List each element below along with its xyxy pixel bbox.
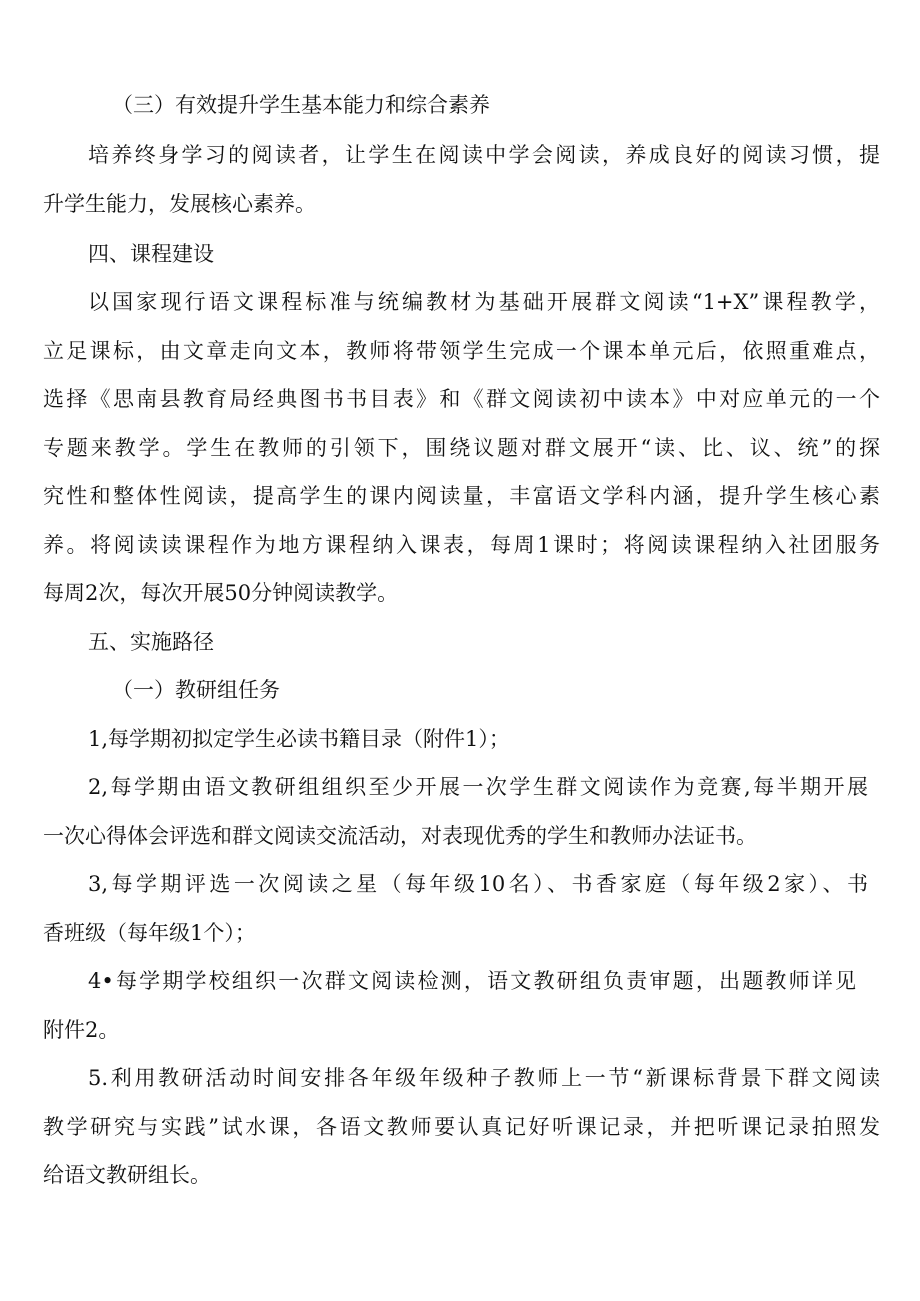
section3-heading: （三）有效提升学生基本能力和综合素养 (112, 93, 490, 117)
item4-line1: 4•每学期学校组织一次群文阅读检测，语文教研组负责审题，出题教师详见 (88, 969, 856, 993)
item5-line3: 给语文教研组长。 (43, 1163, 211, 1187)
item1-line1: 1,每学期初拟定学生必读书籍目录（附件1）； (88, 727, 510, 751)
para2-line2: 立足课标，由文章走向文本，教师将带领学生完成一个课本单元后，依照重难点， (43, 339, 880, 363)
item2-line1: 2,每学期由语文教研组组织至少开展一次学生群文阅读作为竞赛,每半期开展 (88, 775, 868, 799)
item2-line2: 一次心得体会评选和群文阅读交流活动，对表现优秀的学生和教师办法证书。 (43, 824, 757, 848)
heading5: 五、实施路径 (88, 630, 214, 654)
para2-line3: 选择《思南县教育局经典图书书目表》和《群文阅读初中读本》中对应单元的一个 (43, 387, 880, 411)
item5-line2: 教学研究与实践”试水课，各语文教师要认真记好听课记录，并把听课记录拍照发 (43, 1115, 880, 1139)
heading4: 四、课程建设 (88, 242, 214, 266)
para2-line6: 养。将阅读读课程作为地方课程纳入课表，每周1课时；将阅读课程纳入社团服务 (43, 533, 880, 557)
item3-line2: 香班级（每年级1个）； (43, 921, 256, 945)
para2-line4: 专题来教学。学生在教师的引领下，围绕议题对群文展开“读、比、议、统”的探 (43, 436, 880, 460)
item4-line2: 附件2。 (43, 1018, 120, 1042)
para2-line5: 究性和整体性阅读，提高学生的课内阅读量，丰富语文学科内涵，提升学生核心素 (43, 484, 880, 508)
para2-line7: 每周2次，每次开展50分钟阅读教学。 (43, 581, 399, 605)
para1-line2: 升学生能力，发展核心素养。 (43, 192, 316, 216)
item5-line1: 5.利用教研活动时间安排各年级年级种子教师上一节“新课标背景下群文阅读 (88, 1066, 880, 1090)
para1-line1: 培养终身学习的阅读者，让学生在阅读中学会阅读，养成良好的阅读习惯，提 (88, 143, 880, 167)
subheading1: （一）教研组任务 (112, 678, 280, 702)
para2-line1: 以国家现行语文课程标准与统编教材为基础开展群文阅读“1+X”课程教学， (88, 290, 880, 314)
item3-line1: 3,每学期评选一次阅读之星（每年级10名）、书香家庭（每年级2家）、书 (88, 872, 868, 896)
